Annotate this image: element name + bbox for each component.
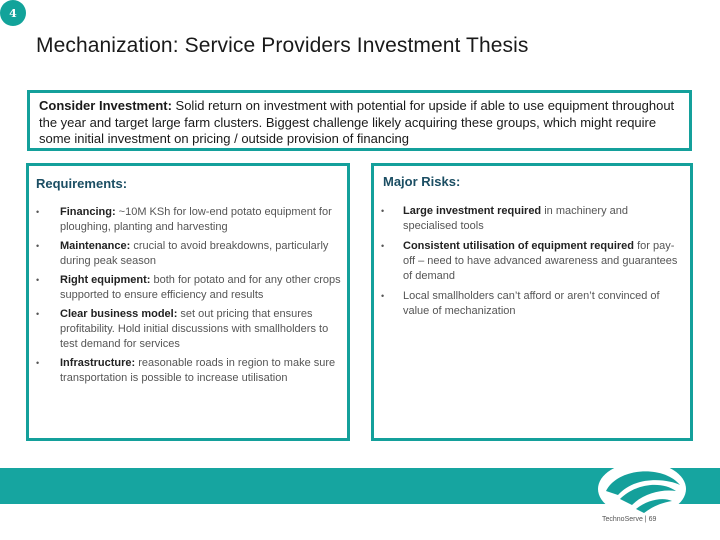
item-text: reasonable roads in region to make sure transportation is possible to increase utilisation [60,357,336,384]
item-text: set out pricing that ensures profitability. Hold initial discussions with smallholders to test demand for services [60,308,329,350]
bullet-icon: • [36,309,40,319]
item-text: for pay-off – need to have advanced awareness and guarantees of demand [403,240,678,282]
bullet-icon: • [36,241,40,251]
list-item [36,239,341,269]
risks-heading: Major Risks: [383,174,461,189]
bullet-icon: • [381,241,385,251]
risks-list [381,204,684,319]
item-lead: Financing: [60,206,116,218]
item-lead: Infrastructure: [60,357,136,369]
thesis-lead: Consider Investment: [39,98,172,113]
bullet-icon: • [36,358,40,368]
requirements-heading: Requirements: [36,176,128,191]
item-text: crucial to avoid breakdowns, particularly during peak season [60,240,329,267]
requirements-list [36,205,341,386]
slide-number: 4 [9,6,17,20]
item-lead: Clear business model: [60,308,178,320]
item-lead: Right equipment: [60,274,151,286]
major-risks-panel [371,163,693,441]
slide-number-badge [0,0,26,26]
bullet-icon: • [36,275,40,285]
list-item [36,307,341,352]
bullet-icon: • [381,206,385,216]
list-item [381,204,684,234]
item-text: both for potato and for any other crops supported to ensure efficiency and results [60,274,341,301]
item-text: in machinery and specialised tools [403,205,628,232]
item-lead: Large investment required [403,205,542,217]
footer-page-label: TechnoServe | 69 [602,516,657,523]
thesis-text: Solid return on investment with potential for upside if able to use equipment throughout the year and target large farm clusters. Biggest challenge likely acquiring these groups, which might require some initial investment on pricing / outside provision of financing [39,98,675,146]
item-lead: Maintenance: [60,240,131,252]
item-text: Local smallholders can’t afford or aren’t convinced of value of mechanization [403,290,660,317]
list-item [36,356,341,386]
list-item [36,273,341,303]
list-item [36,205,341,235]
page-title: Mechanization: Service Providers Investment Thesis [36,34,529,57]
bullet-icon: • [36,207,40,217]
bullet-icon: • [381,291,385,301]
list-item [381,289,684,319]
item-lead: Consistent utilisation of equipment required [403,240,635,252]
investment-thesis-box [27,90,692,151]
list-item [381,239,684,284]
technoserve-logo-icon [596,461,688,517]
requirements-panel [26,163,350,441]
item-text: ~10M KSh for low-end potato equipment for ploughing, planting and harvesting [60,206,332,233]
